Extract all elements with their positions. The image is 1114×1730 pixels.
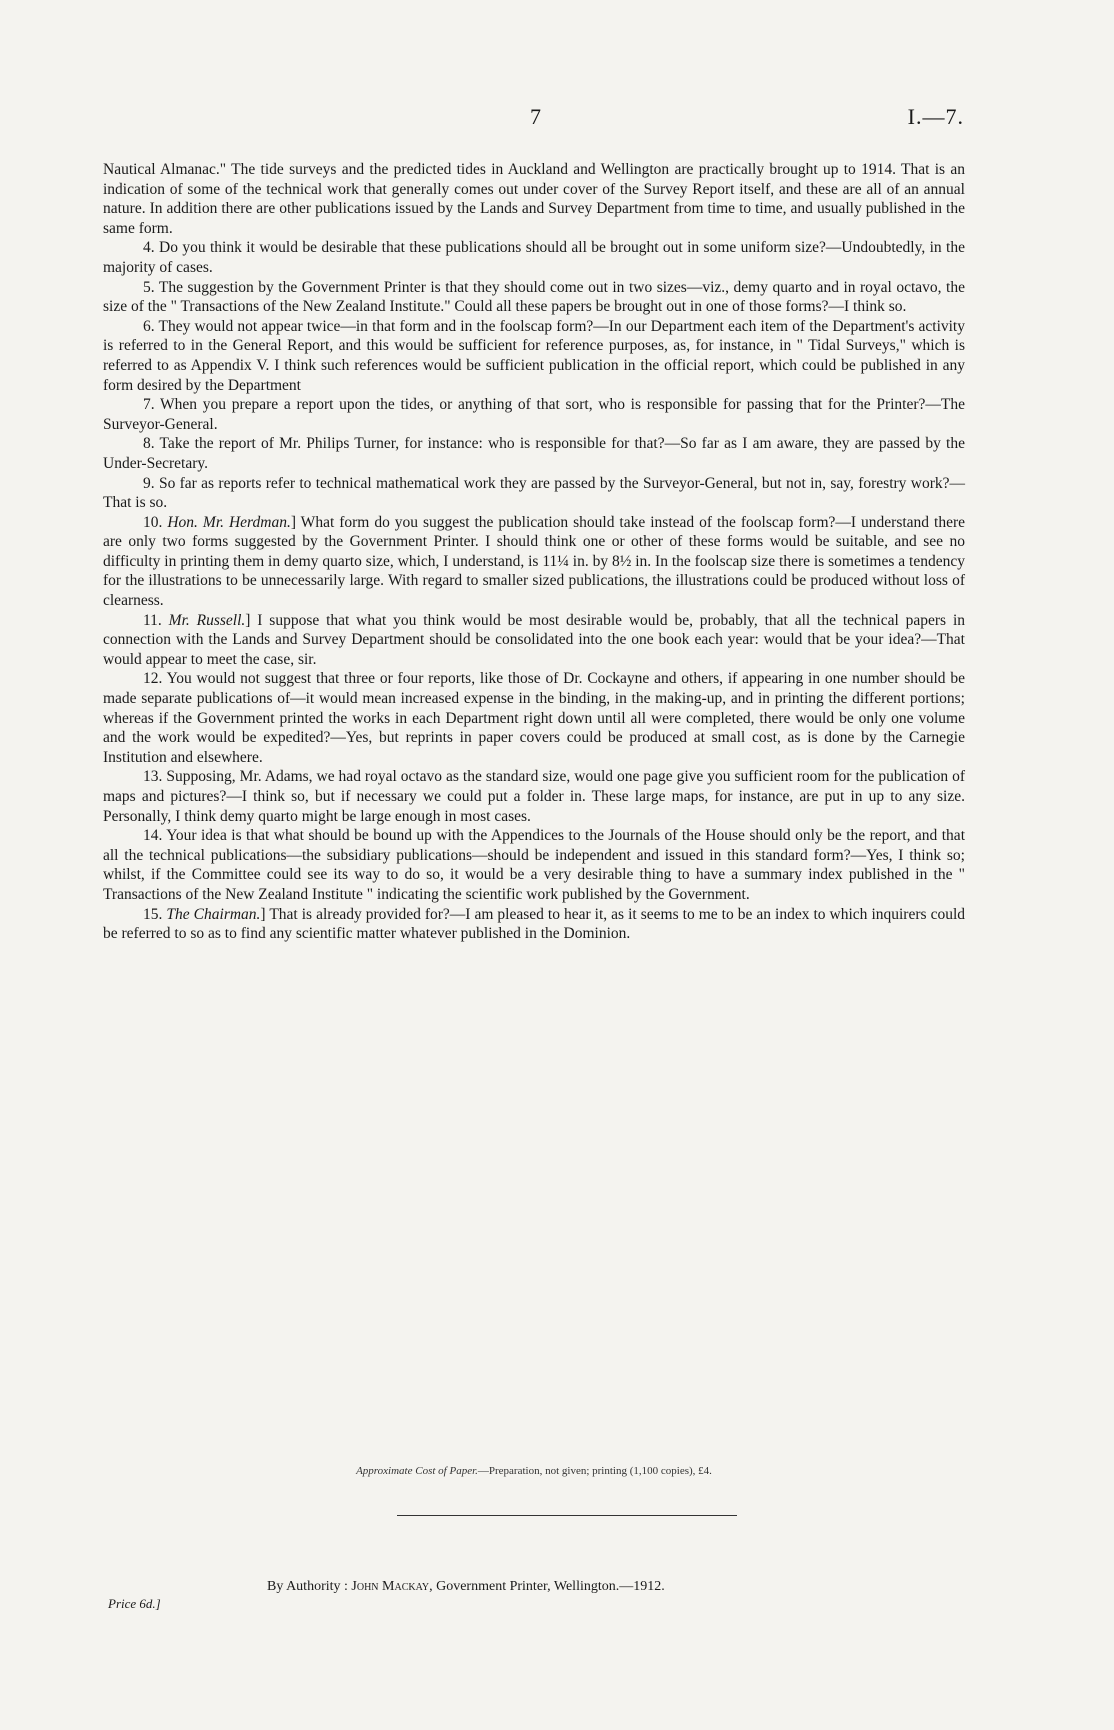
speaker-name: Hon. Mr. Herdman. (167, 513, 291, 531)
speaker-name: Mr. Russell. (168, 611, 246, 629)
page-number: 7 (530, 104, 542, 129)
question-text: ] I suppose that what you think would be most desirable would be, probably, that all the technical papers in connection with the Lands and Survey Department should be consolidated into the one book each year: would that be your idea?—That would appear to meet the case, sir. (103, 611, 965, 668)
cost-line (103, 1465, 965, 1477)
cost-label: Approximate Cost of Paper. (356, 1465, 478, 1477)
question-11 (103, 611, 965, 670)
question-8: 8. Take the report of Mr. Philips Turner, for instance: who is responsible for that?—So far as I am aware, they are passed by the Under-Secretary. (103, 435, 965, 472)
question-number: 11. (143, 611, 169, 629)
paragraph: Nautical Almanac." The tide surveys and the predicted tides in Auckland and Wellington are practically brought up to 1914. That is an indication of some of the technical work that generally comes out under cover of the Survey Report itself, and these are all of an annual nature. In addition there are other publications issued by the Lands and Survey Department from time to time, and usually published in the same form. (103, 161, 965, 237)
printer-name: John Mackay (351, 1579, 430, 1594)
question-7: 7. When you prepare a report upon the tides, or anything of that sort, who is responsible for passing that for the Printer?—The Surveyor-General. (103, 396, 965, 433)
question-15 (103, 905, 965, 944)
price: Price 6d.] (108, 1596, 161, 1611)
question-number: 15. (143, 905, 167, 923)
authority-prefix: By Authority : (267, 1579, 352, 1594)
paper-reference: I.—7. (907, 104, 964, 129)
question-10 (103, 513, 965, 611)
question-number: 10. (143, 513, 168, 531)
footer-rule (397, 1515, 737, 1516)
question-4: 4. Do you think it would be desirable that these publications should all be brought out in some uniform size?—Undoubtedly, in the majority of cases. (103, 239, 965, 276)
cost-text: —Preparation, not given; printing (1,100 copies), £4. (477, 1465, 712, 1477)
speaker-name: The Chairman. (166, 905, 261, 923)
question-6: 6. They would not appear twice—in that form and in the foolscap form?—In our Department each item of the Department's activity is referred to in the General Report, and this would be sufficient for reference purposes, as, for instance, in " Tidal Surveys," which is referred to as Appendix V. I think such references would be sufficient publication in the official report, which could be published in any form desired by the Department (103, 317, 965, 394)
body-text (103, 160, 965, 944)
question-text: ] That is already provided for?—I am pleased to hear it, as it seems to me to be an index to which inquirers could be referred to so as to find any scientific matter whatever published in the Dominion. (103, 905, 965, 943)
authority-line (267, 1579, 665, 1595)
question-12: 12. You would not suggest that three or four reports, like those of Dr. Cockayne and others, if appearing in one number should be made separate publications of—it would mean increased expense in the binding, in the making-up, and in printing the different portions; whereas if the Government printed the works in each Department right down until all were completed, there would be only one volume and the work would be expedited?—Yes, but reprints in paper covers could be produced at small cost, as is done by the Carnegie Institution and elsewhere. (103, 670, 965, 766)
question-9: 9. So far as reports refer to technical mathematical work they are passed by the Surveyor-General, but not in, say, forestry work?—That is so. (103, 474, 965, 512)
authority-suffix: , Government Printer, Wellington.—1912. (429, 1579, 665, 1594)
question-13: 13. Supposing, Mr. Adams, we had royal octavo as the standard size, would one page give you sufficient room for the publication of maps and pictures?—I think so, but if necessary we could put a folder in. These large maps, for instance, are put in up to any size. Personally, I think demy quarto might be large enough in most cases. (103, 768, 965, 825)
question-5: 5. The suggestion by the Government Printer is that they should come out in two sizes—viz., demy quarto and in royal octavo, the size of the " Transactions of the New Zealand Institute." Could all these papers be brought out in one of those forms?—I think so. (103, 278, 965, 316)
question-text: ] What form do you suggest the publication should take instead of the foolscap form?—I understand there are only two forms suggested by the Government Printer. I should think one or other of these forms would be suitable, and see no difficulty in printing them in demy quarto size, which, I understand, is 11¼ in. by 8½ in. In the foolscap size there is sometimes a tendency for the illustrations to be unnecessarily large. With regard to smaller sized publications, the illustrations could be produced without loss of clearness. (103, 513, 965, 610)
question-14: 14. Your idea is that what should be bound up with the Appendices to the Journals of the House should only be the report, and that all the technical publications—the subsidiary publications—should be independent and issued in this standard form?—Yes, I think so; whilst, if the Committee could see its way to do so, it would be a very desirable thing to have a summary index published in the " Transactions of the New Zealand Institute " indicating the scientific work published by the Government. (103, 827, 965, 903)
